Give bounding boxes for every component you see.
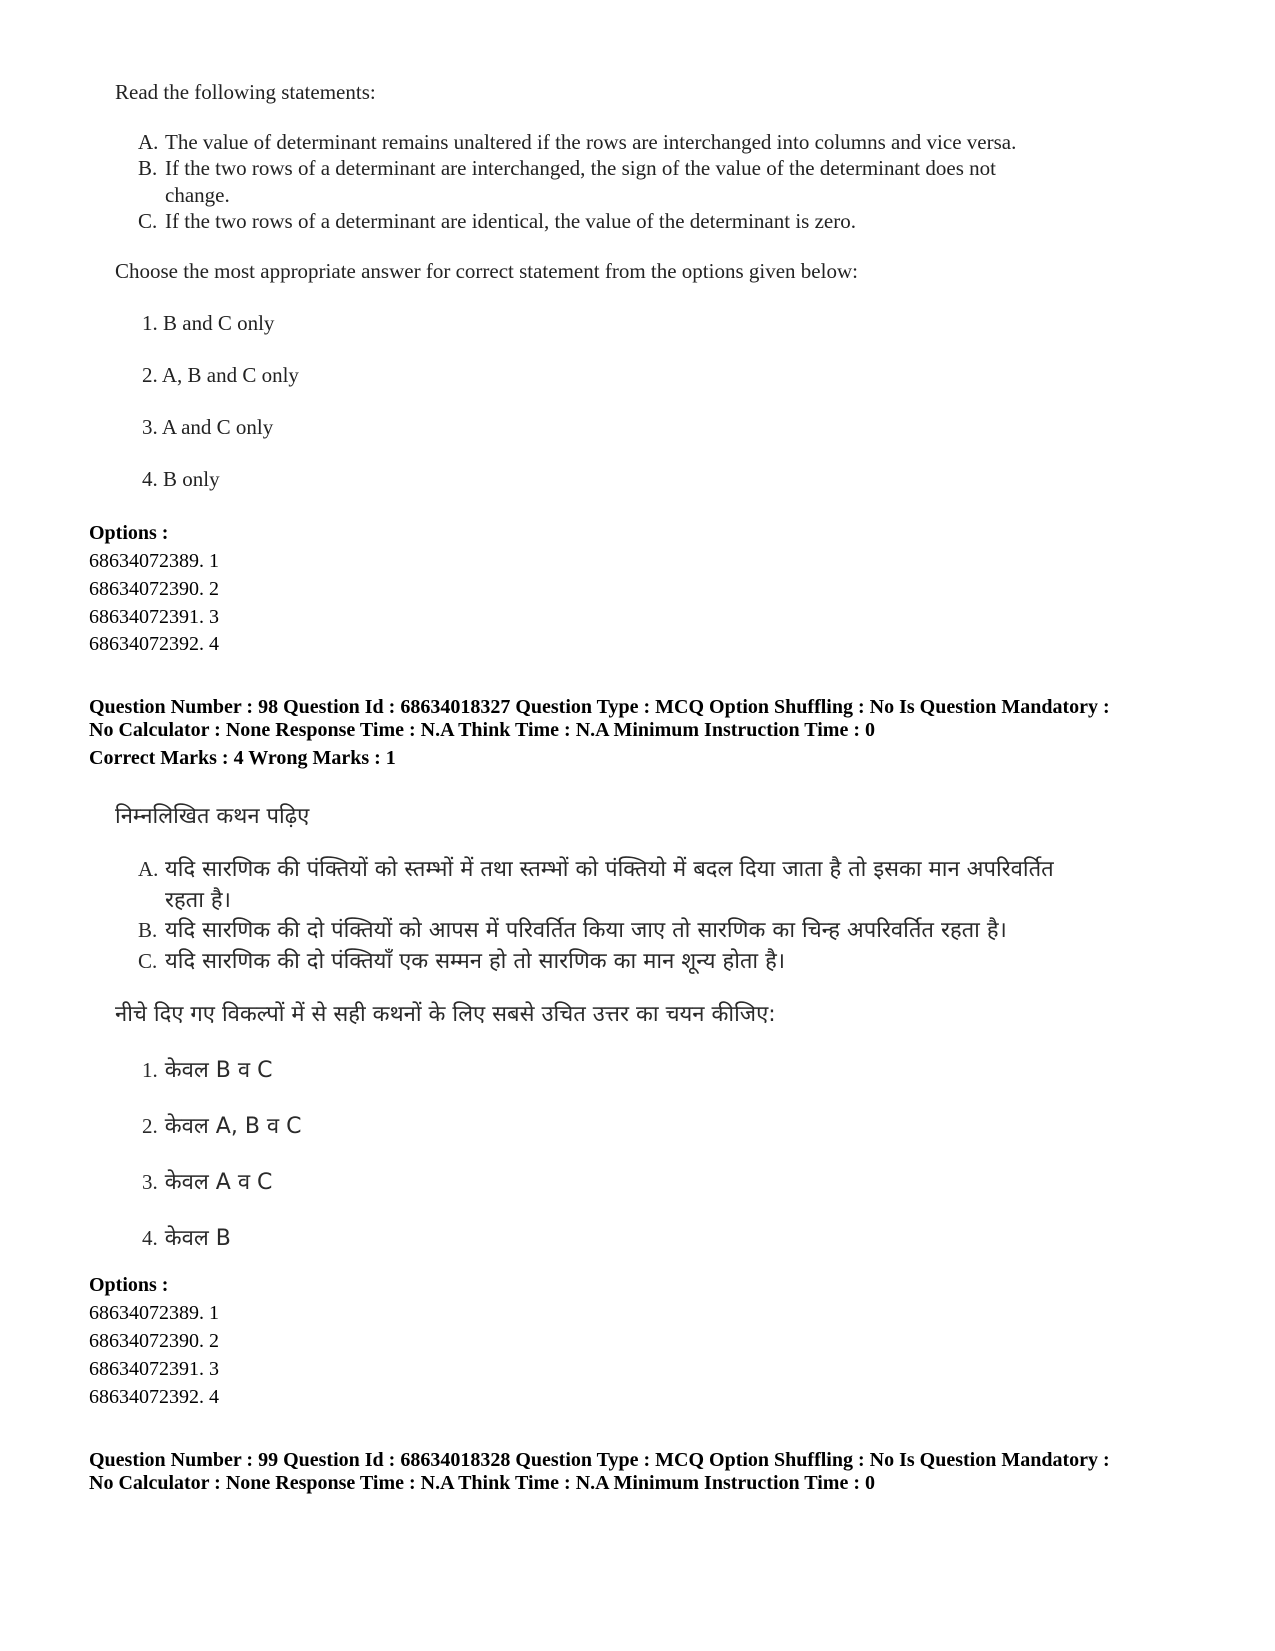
choice-number: 2. [142,1114,158,1138]
choice-text: केवल A, B व C [164,1114,302,1139]
option-item: 68634072389. 1 [89,550,219,572]
choice-4-hindi [142,1222,231,1252]
options-heading: Options : [89,522,169,544]
choice-text: केवल B व C [164,1058,273,1083]
statement-b [138,156,996,181]
statement-b-hindi [138,914,1007,944]
choice-3-hindi [142,1166,272,1196]
statement-text: रहता है। [165,888,231,913]
statement-text: If the two rows of a determinant are interchanged, the sign of the value of the determinant does not [165,156,996,180]
statement-label: C. [138,209,158,233]
statement-text: If the two rows of a determinant are identical, the value of the determinant is zero. [165,209,856,233]
statement-label: B. [138,156,158,180]
choice-number: 3. [142,1170,158,1194]
statement-label: C. [138,949,158,973]
question-meta: No Calculator : None Response Time : N.A Think Time : N.A Minimum Instruction Time : 0 [89,1472,875,1494]
option-item: 68634072389. 1 [89,1302,219,1324]
question-meta: Question Number : 99 Question Id : 68634018328 Question Type : MCQ Option Shuffling : No Is Question Mandatory : [89,1449,1110,1471]
question-marks: Correct Marks : 4 Wrong Marks : 1 [89,747,396,769]
statement-b-continued [138,183,230,208]
statement-text: change. [165,183,230,207]
option-item: 68634072390. 2 [89,1330,219,1352]
option-item: 68634072391. 3 [89,606,219,628]
choice-1-hindi [142,1054,272,1084]
question-instruction-hindi: नीचे दिए गए विकल्पों में से सही कथनों के लिए सबसे उचित उत्तर का चयन कीजिए: [115,1002,776,1027]
choice-text: केवल A व C [164,1170,273,1195]
choice-text: केवल B [164,1226,231,1251]
statement-c [138,209,856,234]
choice-4: 4. B only [142,467,220,491]
statement-a [138,130,1016,155]
statement-a-hindi [138,853,1054,883]
option-item: 68634072390. 2 [89,578,219,600]
question-meta: No Calculator : None Response Time : N.A Think Time : N.A Minimum Instruction Time : 0 [89,719,875,741]
question-meta: Question Number : 98 Question Id : 68634018327 Question Type : MCQ Option Shuffling : No Is Question Mandatory : [89,696,1110,718]
choice-1: 1. B and C only [142,311,275,335]
choice-2: 2. A, B and C only [142,363,299,387]
statement-text: यदि सारणिक की पंक्तियों को स्तम्भों में तथा स्तम्भों को पंक्तियो में बदल दिया जाता है तो इसका मान अपरिवर्तित [165,857,1054,882]
choice-2-hindi [142,1110,302,1140]
statement-c-hindi [138,945,785,975]
options-heading: Options : [89,1274,169,1296]
statement-label: B. [138,918,158,942]
statement-a-continued-hindi [138,884,231,914]
statement-label: A. [138,857,159,881]
statement-label: A. [138,130,159,154]
statement-text: The value of determinant remains unaltered if the rows are interchanged into columns and vice versa. [165,130,1017,154]
statement-text: यदि सारणिक की दो पंक्तियाँ एक सम्मन हो तो सारणिक का मान शून्य होता है। [165,949,786,974]
choice-number: 4. [142,1226,158,1250]
option-item: 68634072392. 4 [89,1386,219,1408]
choice-3: 3. A and C only [142,415,274,439]
choice-number: 1. [142,1058,158,1082]
question-instruction: Choose the most appropriate answer for correct statement from the options given below: [115,259,858,283]
option-item: 68634072391. 3 [89,1358,219,1380]
question-prompt: Read the following statements: [115,80,376,104]
question-prompt-hindi: निम्नलिखित कथन पढ़िए [115,804,310,829]
option-item: 68634072392. 4 [89,633,219,655]
statement-text: यदि सारणिक की दो पंक्तियों को आपस में परिवर्तित किया जाए तो सारणिक का चिन्ह अपरिवर्तित रहता है। [165,918,1007,943]
